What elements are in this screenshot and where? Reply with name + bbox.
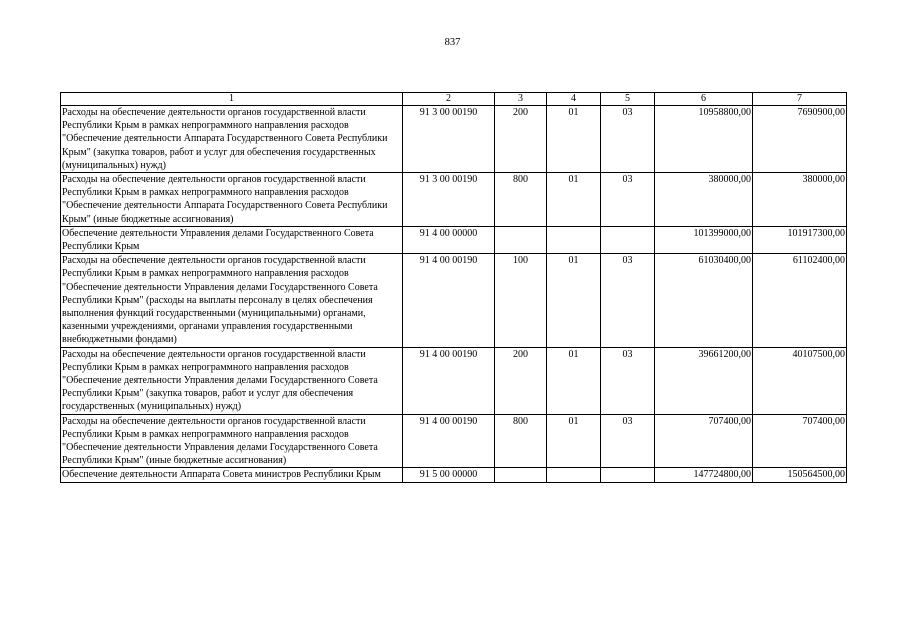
row-description: Обеспечение деятельности Управления делами Государственного Совета Республики Крым [61, 226, 403, 253]
row-target-code: 91 4 00 00190 [403, 347, 495, 414]
row-subsection: 03 [601, 414, 655, 468]
row-description: Расходы на обеспечение деятельности органов государственной власти Республики Крым в рамках непрограммного направления расходов "Обеспечение деятельности Управления делами Государственного Совета Республики Крым" (закупка товаров, работ и услуг для обеспечения государственных (муниципальных) нужд) [61, 347, 403, 414]
row-amount-2: 707400,00 [753, 414, 847, 468]
row-amount-2: 61102400,00 [753, 254, 847, 347]
row-description: Расходы на обеспечение деятельности органов государственной власти Республики Крым в рамках непрограммного направления расходов "Обеспечение деятельности Управления делами Государственного Совета Республики Крым" (расходы на выплаты персоналу в целях обеспечения выполнения функций государственными (муниципальными) органами, казенными учреждениями, органами управления государственными внебюджетными фондами) [61, 254, 403, 347]
row-subsection: 03 [601, 106, 655, 173]
row-expense-type: 200 [495, 347, 547, 414]
row-expense-type: 800 [495, 414, 547, 468]
row-amount-1: 10958800,00 [655, 106, 753, 173]
row-target-code: 91 3 00 00190 [403, 173, 495, 227]
row-description: Расходы на обеспечение деятельности органов государственной власти Республики Крым в рамках непрограммного направления расходов "Обеспечение деятельности Аппарата Государственного Совета Республики Крым" (иные бюджетные ассигнования) [61, 173, 403, 227]
row-target-code: 91 4 00 00000 [403, 226, 495, 253]
column-header: 3 [495, 93, 547, 106]
row-amount-1: 61030400,00 [655, 254, 753, 347]
row-subsection [601, 226, 655, 253]
column-header: 6 [655, 93, 753, 106]
row-expense-type: 200 [495, 106, 547, 173]
row-amount-1: 39661200,00 [655, 347, 753, 414]
column-header: 2 [403, 93, 495, 106]
page-number: 837 [444, 37, 461, 48]
table-row [61, 468, 847, 482]
column-header: 7 [753, 93, 847, 106]
row-section: 01 [547, 347, 601, 414]
budget-table [60, 92, 847, 483]
row-section [547, 226, 601, 253]
row-amount-2: 7690900,00 [753, 106, 847, 173]
row-amount-2: 40107500,00 [753, 347, 847, 414]
row-subsection: 03 [601, 347, 655, 414]
column-header: 4 [547, 93, 601, 106]
row-description: Расходы на обеспечение деятельности органов государственной власти Республики Крым в рамках непрограммного направления расходов "Обеспечение деятельности Аппарата Государственного Совета Республики Крым" (закупка товаров, работ и услуг для обеспечения государственных (муниципальных) нужд) [61, 106, 403, 173]
row-section: 01 [547, 173, 601, 227]
row-description: Обеспечение деятельности Аппарата Совета министров Республики Крым [61, 468, 403, 482]
row-target-code: 91 4 00 00190 [403, 414, 495, 468]
column-header: 1 [61, 93, 403, 106]
row-subsection [601, 468, 655, 482]
table-row [61, 173, 847, 227]
row-section: 01 [547, 254, 601, 347]
row-amount-1: 380000,00 [655, 173, 753, 227]
row-amount-1: 101399000,00 [655, 226, 753, 253]
table-row [61, 347, 847, 414]
row-target-code: 91 3 00 00190 [403, 106, 495, 173]
row-target-code: 91 5 00 00000 [403, 468, 495, 482]
row-expense-type [495, 226, 547, 253]
row-amount-2: 101917300,00 [753, 226, 847, 253]
table-row [61, 254, 847, 347]
column-header: 5 [601, 93, 655, 106]
row-section [547, 468, 601, 482]
row-section: 01 [547, 414, 601, 468]
row-expense-type: 100 [495, 254, 547, 347]
row-expense-type: 800 [495, 173, 547, 227]
table-row [61, 414, 847, 468]
row-amount-2: 380000,00 [753, 173, 847, 227]
column-number-row [61, 93, 847, 106]
row-section: 01 [547, 106, 601, 173]
row-subsection: 03 [601, 254, 655, 347]
row-amount-1: 707400,00 [655, 414, 753, 468]
row-description: Расходы на обеспечение деятельности органов государственной власти Республики Крым в рамках непрограммного направления расходов "Обеспечение деятельности Управления делами Государственного Совета Республики Крым" (иные бюджетные ассигнования) [61, 414, 403, 468]
table-row [61, 106, 847, 173]
row-subsection: 03 [601, 173, 655, 227]
row-expense-type [495, 468, 547, 482]
row-amount-2: 150564500,00 [753, 468, 847, 482]
row-target-code: 91 4 00 00190 [403, 254, 495, 347]
table-row [61, 226, 847, 253]
row-amount-1: 147724800,00 [655, 468, 753, 482]
